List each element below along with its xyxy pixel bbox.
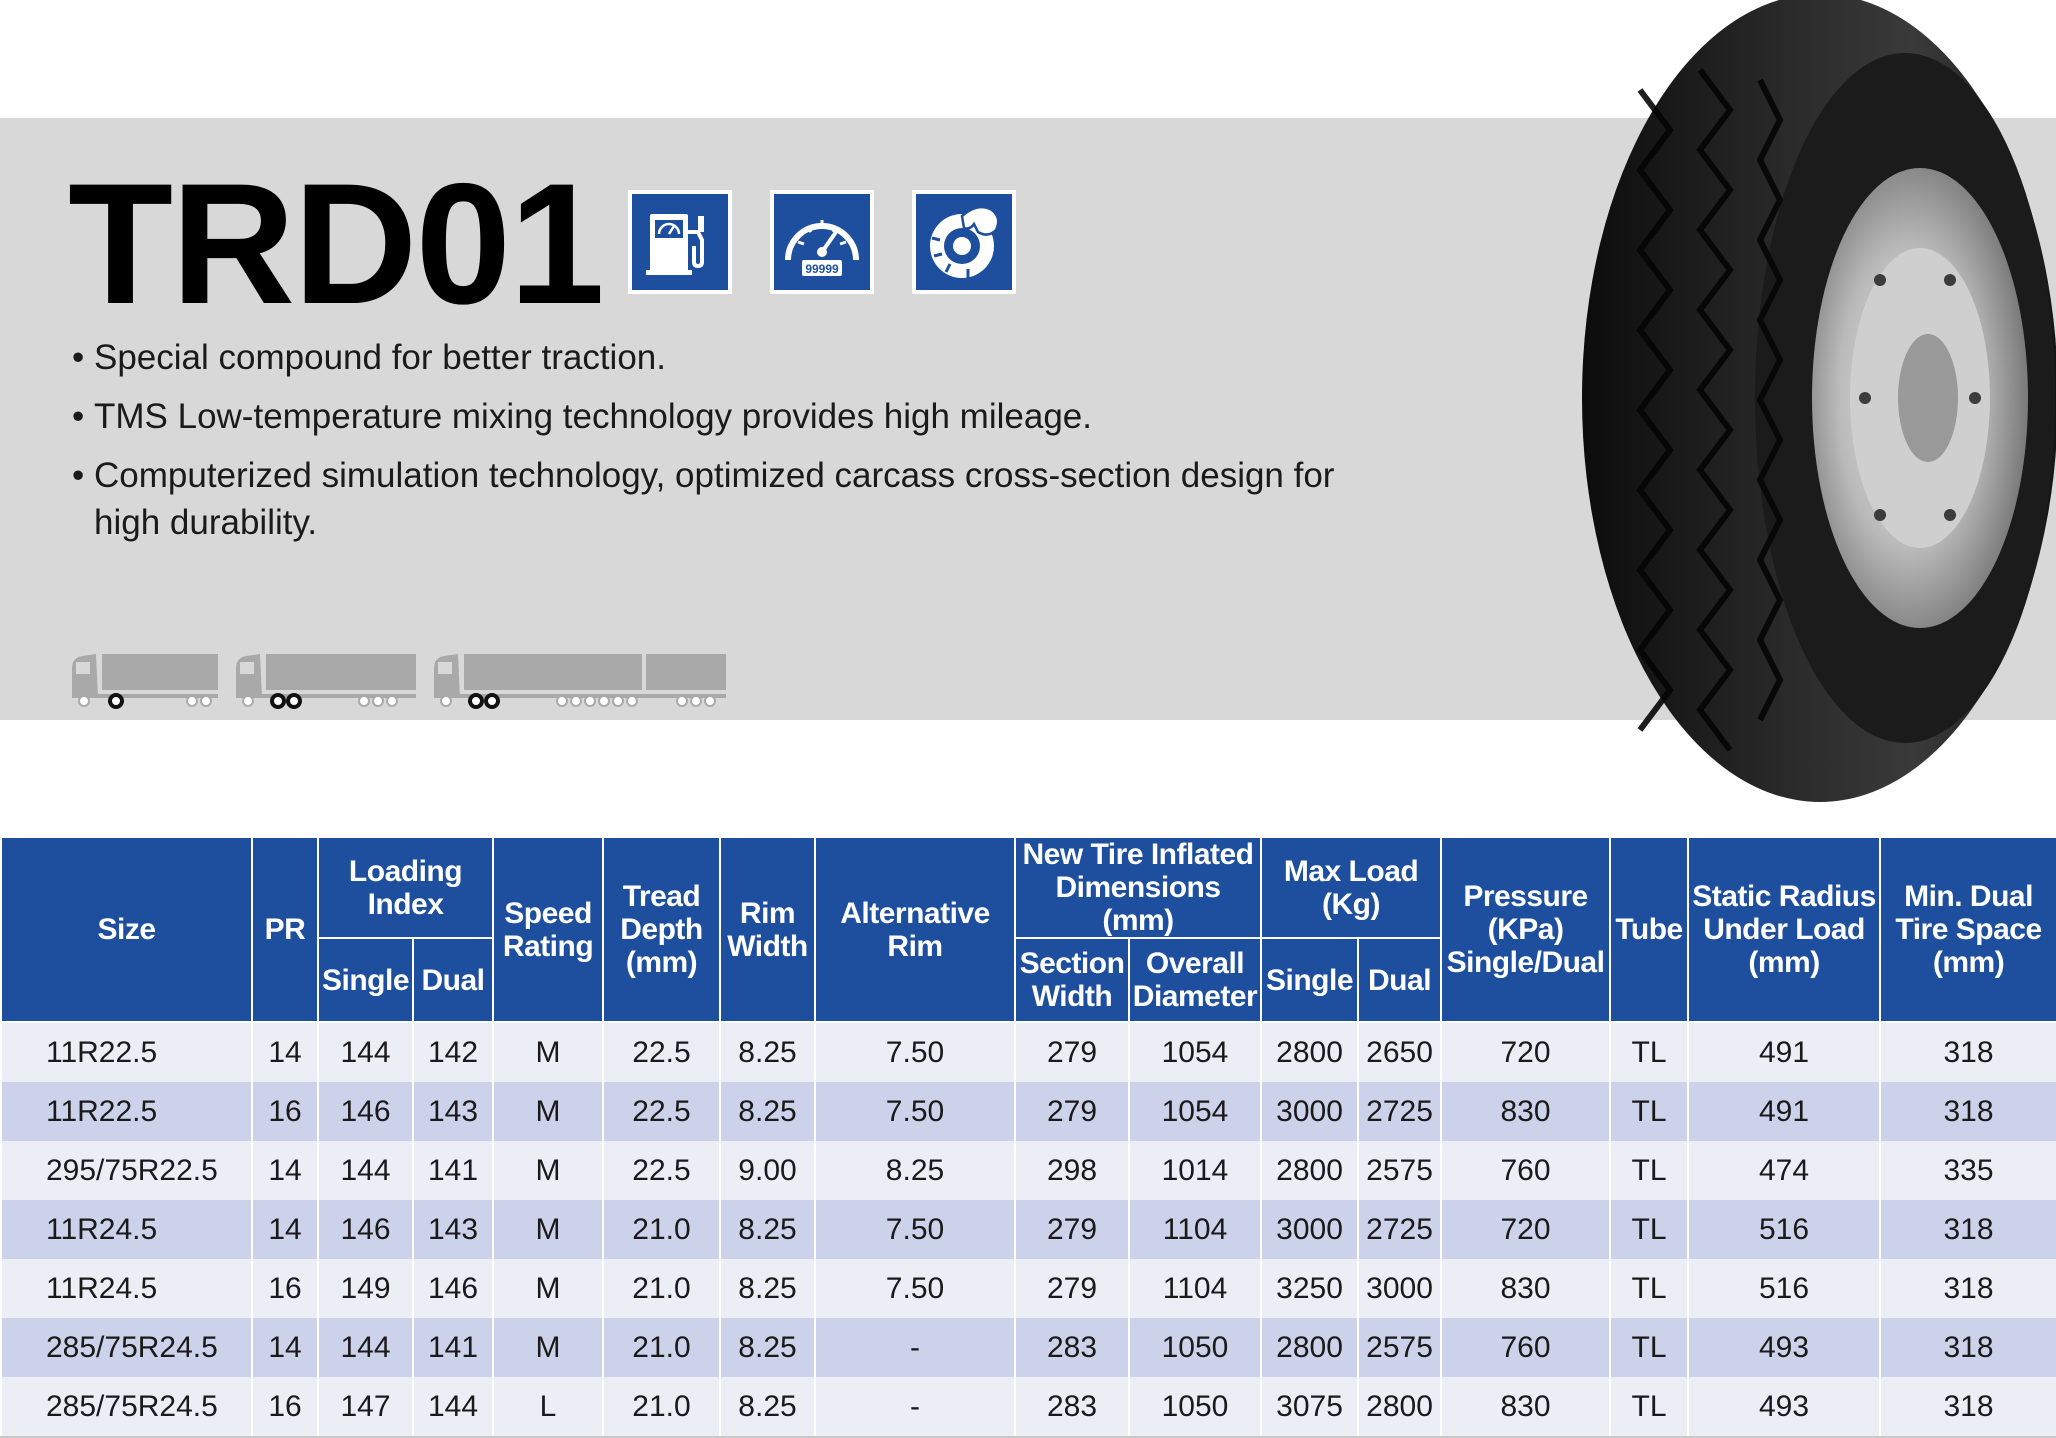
cell-tread-depth: 22.5: [603, 1141, 720, 1200]
cell-loading-single: 149: [318, 1259, 413, 1318]
table-row: [1, 1141, 2056, 1200]
cell-size: 285/75R24.5: [1, 1377, 252, 1437]
cell-rim-width: 8.25: [720, 1022, 815, 1082]
cell-rim-width: 8.25: [720, 1377, 815, 1437]
cell-tube: TL: [1610, 1377, 1688, 1437]
cell-min-dual-space: 335: [1880, 1141, 2056, 1200]
cell-pressure: 830: [1441, 1082, 1610, 1141]
cell-pressure: 720: [1441, 1200, 1610, 1259]
cell-pr: 14: [252, 1200, 318, 1259]
cell-size: 295/75R22.5: [1, 1141, 252, 1200]
cell-min-dual-space: 318: [1880, 1377, 2056, 1437]
cell-load-dual: 2725: [1358, 1082, 1441, 1141]
odometer-readout: 99999: [805, 262, 839, 276]
cell-loading-dual: 146: [413, 1259, 493, 1318]
cell-loading-dual: 143: [413, 1200, 493, 1259]
cell-load-dual: 2725: [1358, 1200, 1441, 1259]
cell-rim-width: 8.25: [720, 1200, 815, 1259]
cell-pressure: 720: [1441, 1022, 1610, 1082]
cell-size: 11R24.5: [1, 1200, 252, 1259]
cell-pressure: 760: [1441, 1141, 1610, 1200]
feature-item: • Computerized simulation technology, optimized carcass cross-section design for high durability.: [72, 452, 1392, 546]
cell-section-width: 298: [1015, 1141, 1129, 1200]
table-row: [1, 1377, 2056, 1437]
cell-pr: 16: [252, 1082, 318, 1141]
cell-pressure: 760: [1441, 1318, 1610, 1377]
cell-section-width: 283: [1015, 1318, 1129, 1377]
cell-tube: TL: [1610, 1318, 1688, 1377]
cell-tread-depth: 21.0: [603, 1259, 720, 1318]
cell-tube: TL: [1610, 1200, 1688, 1259]
odometer-icon: [770, 190, 874, 294]
tire-strength-icon: [912, 190, 1016, 294]
cell-alternative-rim: 8.25: [815, 1141, 1015, 1200]
header-pressure: Pressure (KPa) Single/Dual: [1441, 837, 1610, 1022]
cell-tube: TL: [1610, 1082, 1688, 1141]
cell-load-single: 2800: [1261, 1141, 1358, 1200]
cell-overall-diameter: 1050: [1129, 1377, 1261, 1437]
feature-list: [72, 334, 1392, 558]
cell-load-single: 3075: [1261, 1377, 1358, 1437]
cell-min-dual-space: 318: [1880, 1082, 2056, 1141]
cell-loading-single: 146: [318, 1082, 413, 1141]
header-loading-index: Loading Index: [318, 837, 493, 938]
cell-alternative-rim: 7.50: [815, 1082, 1015, 1141]
cell-load-dual: 2650: [1358, 1022, 1441, 1082]
cell-pr: 14: [252, 1022, 318, 1082]
cell-section-width: 279: [1015, 1200, 1129, 1259]
cell-rim-width: 9.00: [720, 1141, 815, 1200]
table-row: [1, 1200, 2056, 1259]
cell-loading-single: 146: [318, 1200, 413, 1259]
fuel-pump-icon: [628, 190, 732, 294]
cell-tube: TL: [1610, 1022, 1688, 1082]
cell-tread-depth: 22.5: [603, 1082, 720, 1141]
cell-tread-depth: 21.0: [603, 1318, 720, 1377]
cell-speed-rating: L: [493, 1377, 603, 1437]
header-rim-width: Rim Width: [720, 837, 815, 1022]
header-speed-rating: Speed Rating: [493, 837, 603, 1022]
cell-speed-rating: M: [493, 1200, 603, 1259]
cell-rim-width: 8.25: [720, 1318, 815, 1377]
cell-min-dual-space: 318: [1880, 1200, 2056, 1259]
feature-icons: [628, 190, 1016, 294]
header-alternative-rim: Alternative Rim: [815, 837, 1015, 1022]
cell-section-width: 283: [1015, 1377, 1129, 1437]
header-load-single: Single: [1261, 938, 1358, 1022]
feature-item: • Special compound for better traction.: [72, 334, 1392, 381]
cell-load-dual: 2800: [1358, 1377, 1441, 1437]
cell-load-single: 2800: [1261, 1318, 1358, 1377]
header-new-tire-dimensions: New Tire Inflated Dimensions (mm): [1015, 837, 1261, 938]
cell-load-single: 2800: [1261, 1022, 1358, 1082]
truck-trailer-icon: [70, 648, 220, 710]
cell-static-radius: 493: [1688, 1377, 1880, 1437]
model-name: TRD01: [68, 148, 603, 340]
cell-load-dual: 3000: [1358, 1259, 1441, 1318]
cell-overall-diameter: 1054: [1129, 1082, 1261, 1141]
cell-alternative-rim: 7.50: [815, 1022, 1015, 1082]
cell-section-width: 279: [1015, 1259, 1129, 1318]
cell-static-radius: 474: [1688, 1141, 1880, 1200]
header-pr: PR: [252, 837, 318, 1022]
header-loading-dual: Dual: [413, 938, 493, 1022]
cell-alternative-rim: -: [815, 1377, 1015, 1437]
cell-tread-depth: 22.5: [603, 1022, 720, 1082]
table-row: [1, 1318, 2056, 1377]
cell-speed-rating: M: [493, 1259, 603, 1318]
cell-alternative-rim: 7.50: [815, 1200, 1015, 1259]
cell-overall-diameter: 1104: [1129, 1259, 1261, 1318]
cell-speed-rating: M: [493, 1141, 603, 1200]
cell-rim-width: 8.25: [720, 1259, 815, 1318]
cell-tube: TL: [1610, 1141, 1688, 1200]
truck-triple-trailer-icon: [432, 648, 728, 710]
cell-load-single: 3250: [1261, 1259, 1358, 1318]
cell-tread-depth: 21.0: [603, 1200, 720, 1259]
header-loading-single: Single: [318, 938, 413, 1022]
cell-loading-single: 147: [318, 1377, 413, 1437]
cell-loading-dual: 143: [413, 1082, 493, 1141]
cell-load-dual: 2575: [1358, 1318, 1441, 1377]
cell-loading-dual: 144: [413, 1377, 493, 1437]
spec-table: [0, 836, 2056, 1438]
truck-double-trailer-icon: [234, 648, 418, 710]
cell-alternative-rim: 7.50: [815, 1259, 1015, 1318]
cell-loading-dual: 142: [413, 1022, 493, 1082]
header-section-width: Section Width: [1015, 938, 1129, 1022]
cell-overall-diameter: 1050: [1129, 1318, 1261, 1377]
cell-static-radius: 516: [1688, 1259, 1880, 1318]
cell-alternative-rim: -: [815, 1318, 1015, 1377]
tire-image: [1520, 0, 2056, 810]
cell-tread-depth: 21.0: [603, 1377, 720, 1437]
cell-static-radius: 493: [1688, 1318, 1880, 1377]
spec-table-body: [1, 1022, 2056, 1437]
cell-size: 11R22.5: [1, 1022, 252, 1082]
vehicle-types: [70, 648, 728, 710]
cell-overall-diameter: 1014: [1129, 1141, 1261, 1200]
cell-section-width: 279: [1015, 1082, 1129, 1141]
cell-pr: 14: [252, 1141, 318, 1200]
cell-speed-rating: M: [493, 1318, 603, 1377]
cell-min-dual-space: 318: [1880, 1318, 2056, 1377]
cell-min-dual-space: 318: [1880, 1259, 2056, 1318]
header-tube: Tube: [1610, 837, 1688, 1022]
cell-load-single: 3000: [1261, 1200, 1358, 1259]
cell-speed-rating: M: [493, 1022, 603, 1082]
cell-section-width: 279: [1015, 1022, 1129, 1082]
cell-overall-diameter: 1104: [1129, 1200, 1261, 1259]
cell-pressure: 830: [1441, 1259, 1610, 1318]
cell-speed-rating: M: [493, 1082, 603, 1141]
cell-min-dual-space: 318: [1880, 1022, 2056, 1082]
header-max-load: Max Load (Kg): [1261, 837, 1441, 938]
table-row: [1, 1022, 2056, 1082]
header-size: Size: [1, 837, 252, 1022]
cell-overall-diameter: 1054: [1129, 1022, 1261, 1082]
feature-item: • TMS Low-temperature mixing technology provides high mileage.: [72, 393, 1392, 440]
cell-load-dual: 2575: [1358, 1141, 1441, 1200]
cell-rim-width: 8.25: [720, 1082, 815, 1141]
cell-tube: TL: [1610, 1259, 1688, 1318]
cell-static-radius: 491: [1688, 1082, 1880, 1141]
cell-pr: 16: [252, 1259, 318, 1318]
header-static-radius: Static Radius Under Load (mm): [1688, 837, 1880, 1022]
cell-loading-single: 144: [318, 1022, 413, 1082]
cell-static-radius: 491: [1688, 1022, 1880, 1082]
cell-load-single: 3000: [1261, 1082, 1358, 1141]
table-row: [1, 1082, 2056, 1141]
cell-size: 11R22.5: [1, 1082, 252, 1141]
cell-static-radius: 516: [1688, 1200, 1880, 1259]
header-tread-depth: Tread Depth (mm): [603, 837, 720, 1022]
cell-loading-single: 144: [318, 1318, 413, 1377]
header-load-dual: Dual: [1358, 938, 1441, 1022]
cell-pr: 14: [252, 1318, 318, 1377]
cell-loading-dual: 141: [413, 1318, 493, 1377]
header-min-dual-space: Min. Dual Tire Space (mm): [1880, 837, 2056, 1022]
header-overall-diameter: Overall Diameter: [1129, 938, 1261, 1022]
cell-size: 285/75R24.5: [1, 1318, 252, 1377]
cell-loading-single: 144: [318, 1141, 413, 1200]
cell-loading-dual: 141: [413, 1141, 493, 1200]
cell-pressure: 830: [1441, 1377, 1610, 1437]
cell-size: 11R24.5: [1, 1259, 252, 1318]
table-row: [1, 1259, 2056, 1318]
cell-pr: 16: [252, 1377, 318, 1437]
